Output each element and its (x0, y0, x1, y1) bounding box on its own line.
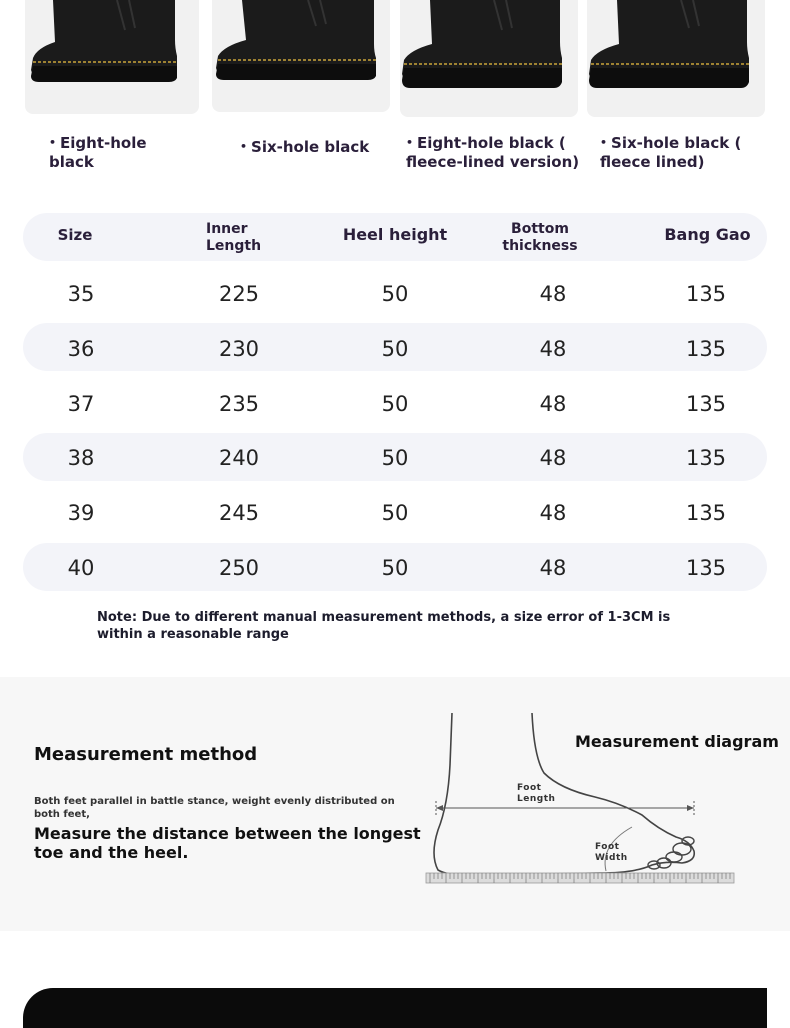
cell-inner-length: 250 (218, 556, 260, 580)
measurement-instruction-small: Both feet parallel in battle stance, weight evenly distributed on both feet, (34, 796, 395, 820)
variant-label-eight-hole-fleece[interactable]: • Eight-hole black ( fleece-lined version) (406, 134, 580, 171)
header-size: Size (57, 226, 93, 244)
foot-length-label: Foot Length (517, 783, 556, 804)
product-thumbnail-six-hole[interactable] (212, 0, 390, 112)
measurement-method-title: Measurement method (34, 744, 258, 765)
cell-bottom-thickness: 48 (539, 446, 567, 470)
product-thumbnail-eight-hole[interactable] (25, 0, 199, 114)
cell-bang-gao: 135 (685, 556, 727, 580)
bottom-banner (23, 988, 767, 1028)
cell-heel-height: 50 (381, 392, 409, 416)
variant-label-six-hole-fleece[interactable]: • Six-hole black ( fleece lined) (600, 134, 742, 171)
cell-bang-gao: 135 (685, 337, 727, 361)
header-bottom-thickness: Bottom thickness (502, 221, 578, 254)
cell-heel-height: 50 (381, 446, 409, 470)
header-inner-length: Inner Length (206, 221, 262, 254)
cell-heel-height: 50 (381, 556, 409, 580)
product-thumbnail-six-hole-fleece[interactable] (587, 0, 765, 117)
cell-heel-height: 50 (381, 282, 409, 306)
cell-size: 39 (67, 501, 95, 525)
variant-label-eight-hole[interactable]: • Eight-hole black (49, 134, 147, 171)
variant-label-six-hole[interactable]: • Six-hole black (240, 138, 370, 156)
measurement-instruction-main: Measure the distance between the longest toe and the heel. (34, 824, 421, 862)
cell-size: 36 (67, 337, 95, 361)
foot-diagram-illustration (420, 705, 740, 895)
measurement-diagram-title: Measurement diagram (575, 732, 779, 751)
product-thumbnail-eight-hole-fleece[interactable] (400, 0, 578, 117)
cell-bottom-thickness: 48 (539, 556, 567, 580)
cell-bang-gao: 135 (685, 282, 727, 306)
cell-size: 37 (67, 392, 95, 416)
header-heel-height: Heel height (342, 225, 448, 244)
cell-size: 40 (67, 556, 95, 580)
cell-bottom-thickness: 48 (539, 501, 567, 525)
cell-inner-length: 225 (218, 282, 260, 306)
cell-size: 38 (67, 446, 95, 470)
cell-size: 35 (67, 282, 95, 306)
cell-inner-length: 235 (218, 392, 260, 416)
cell-inner-length: 230 (218, 337, 260, 361)
cell-inner-length: 240 (218, 446, 260, 470)
header-bang-gao: Bang Gao (664, 225, 751, 244)
cell-bottom-thickness: 48 (539, 337, 567, 361)
cell-bang-gao: 135 (685, 446, 727, 470)
cell-inner-length: 245 (218, 501, 260, 525)
cell-heel-height: 50 (381, 501, 409, 525)
cell-heel-height: 50 (381, 337, 409, 361)
cell-bang-gao: 135 (685, 501, 727, 525)
foot-width-label: Foot Width (595, 842, 628, 863)
cell-bottom-thickness: 48 (539, 392, 567, 416)
cell-bang-gao: 135 (685, 392, 727, 416)
cell-bottom-thickness: 48 (539, 282, 567, 306)
size-error-note: Note: Due to different manual measurement methods, a size error of 1-3CM is within a reasonable range (97, 610, 671, 642)
